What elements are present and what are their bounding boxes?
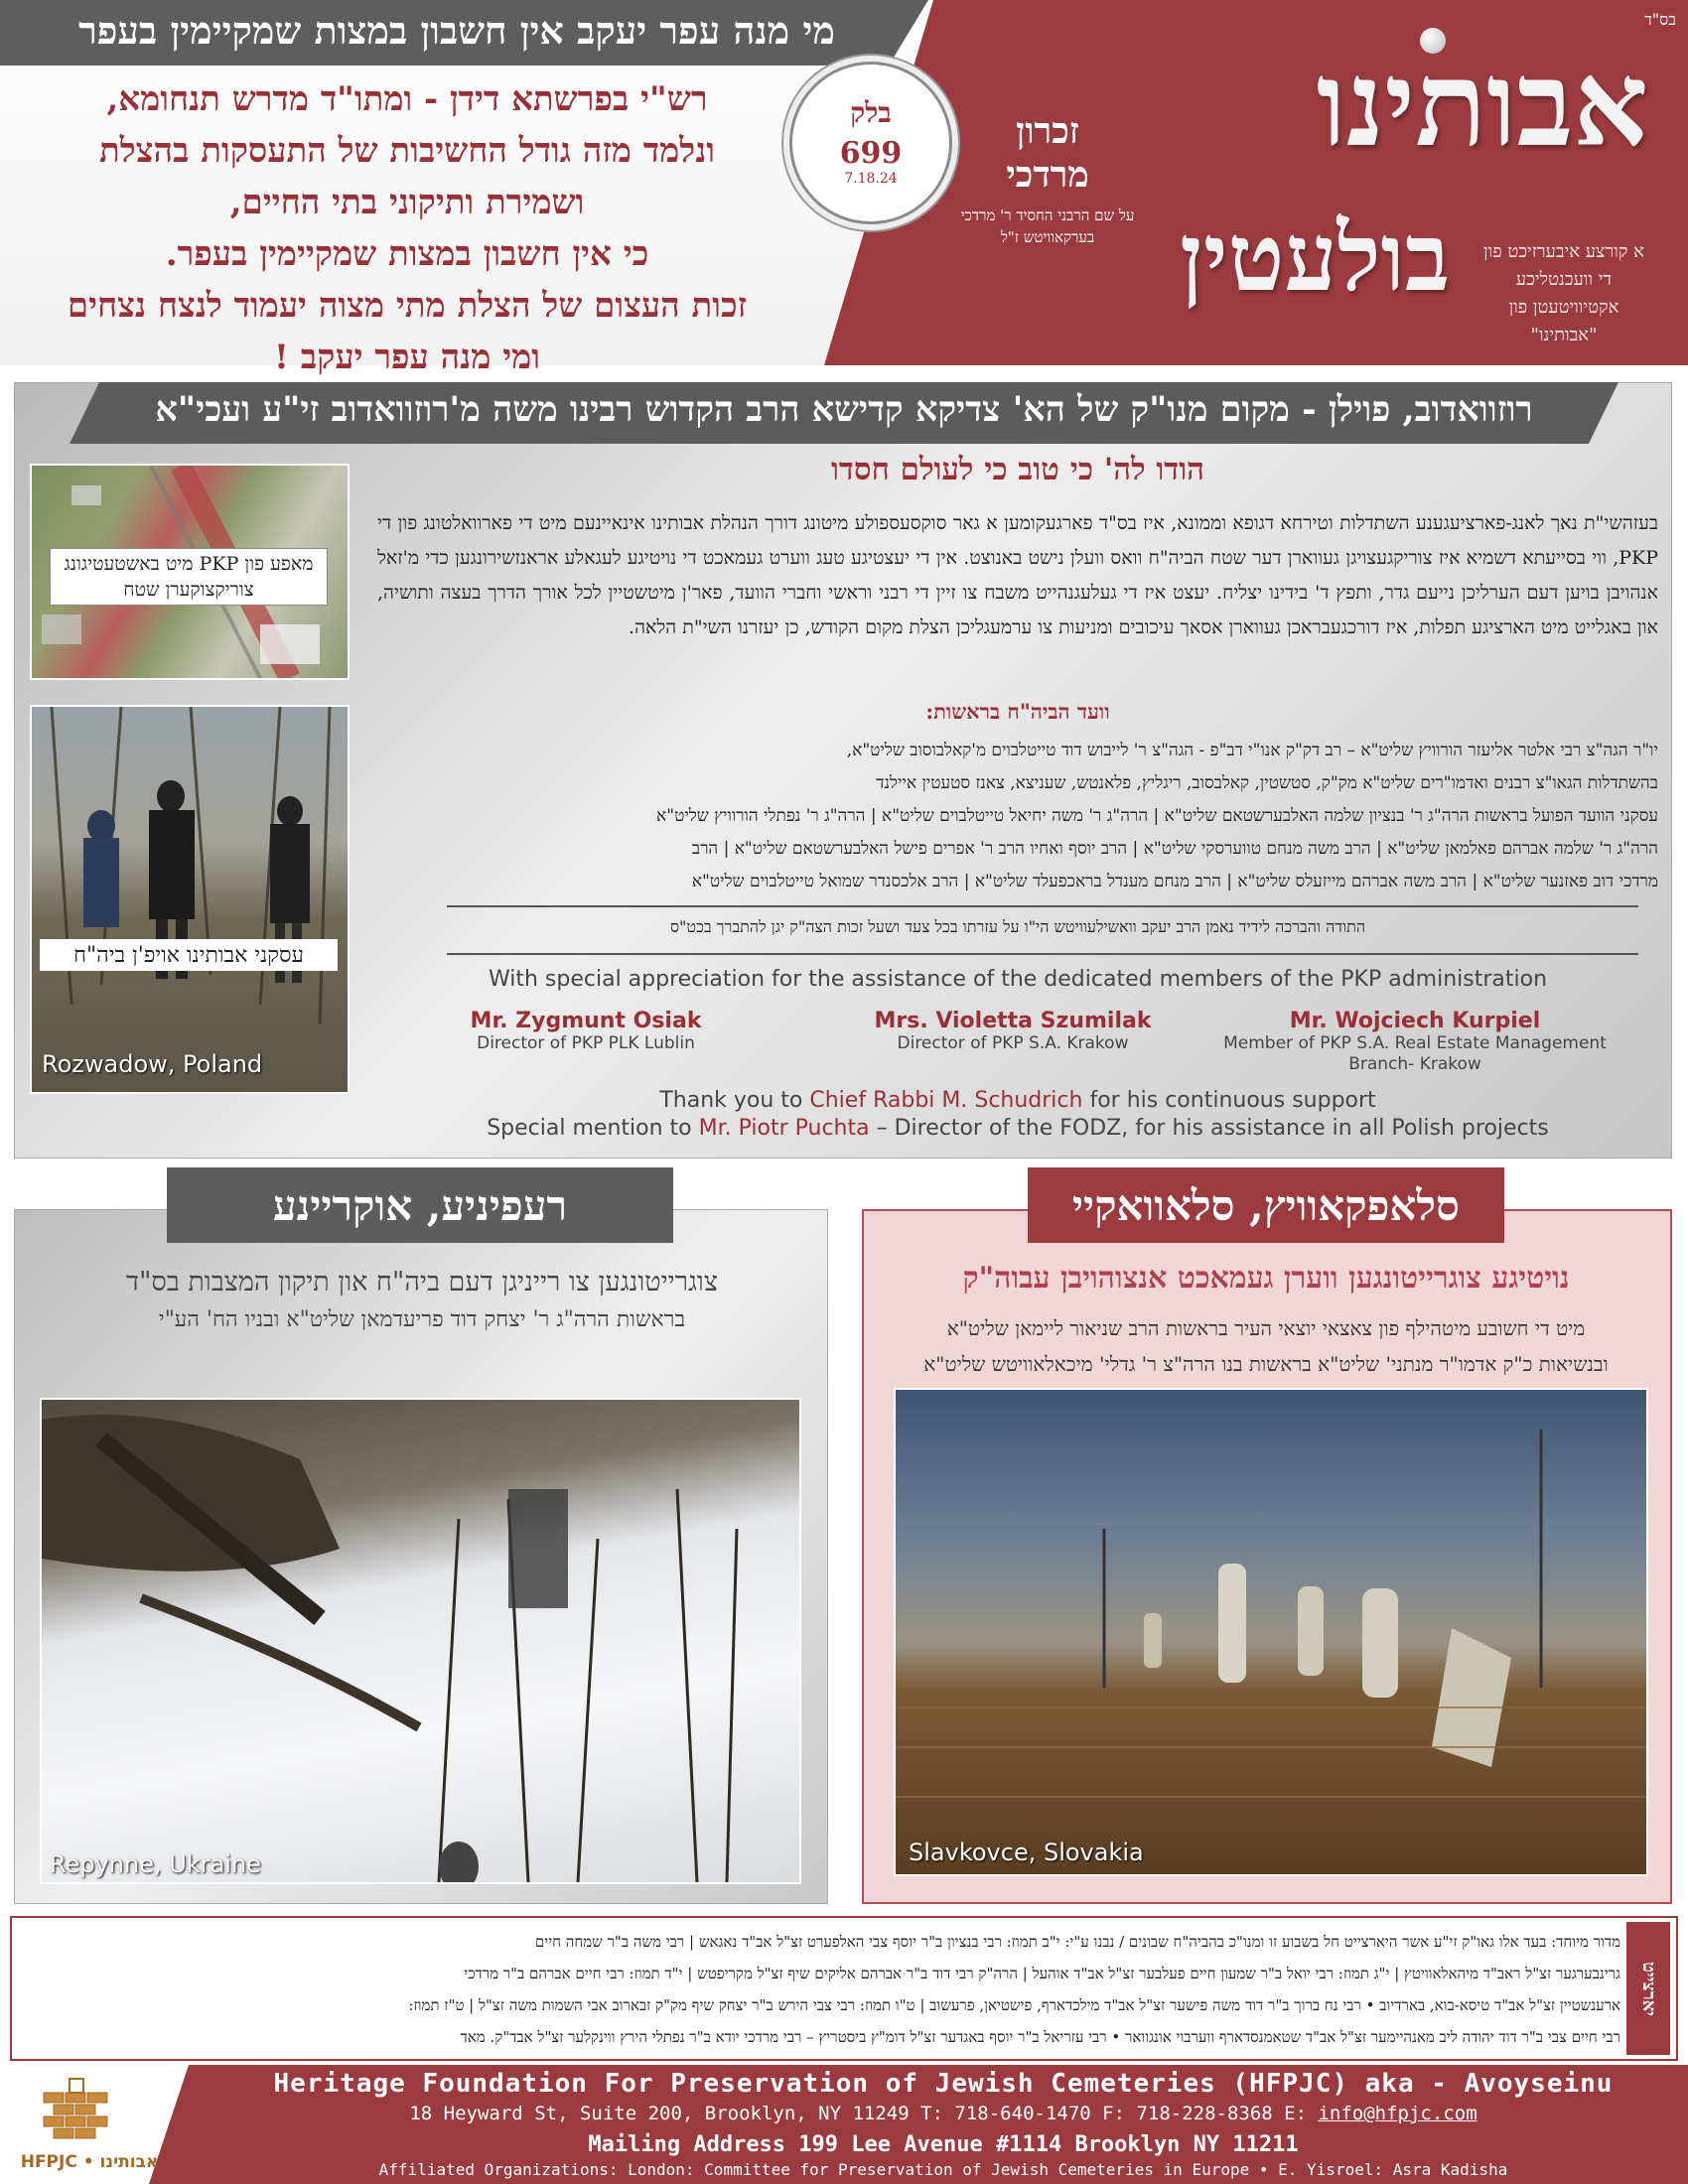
map-photo-label: מאפע פון PKP מיט באשטעטיגונג צוריקצוקערן שטח [50,548,328,606]
committee-line: מרדכי דוב פאזנער שליט"א | הרב משה אברהם מייזעלס שליט"א | הרב מנחם מענדל בראכפעלד שליט"א | הרב אלכסנדר שמואל טייטלבוים שליט"א [691,872,1658,891]
lead-line: ושמירת ותיקוני בתי החיים, [229,183,585,222]
slavkovce-sub-line: מיט די חשובע מיטהילף פון צאצאי יוצאי העיר בראשות הרב שניאור ליימאן שליט"א [946,1316,1586,1340]
cemetery-visit-label: עסקני אבותינו אויפ'ן ביה"ח [40,939,338,971]
person-name: Mr. Zygmunt Osiak [470,1009,702,1033]
memorial-title-line: מרדכי [1006,154,1089,196]
lead-text [40,73,774,383]
masthead-title: אבותינו [1316,35,1648,173]
cemetery-visit-photo [30,705,350,1094]
issue-date: 7.18.24 [844,171,898,187]
slavkovce-caption: Slavkovce, Slovakia [909,1839,1144,1866]
lead-line: ונלמד מזה גודל החשיבות של התעסקות בהצלת [99,131,715,171]
cemetery-visit-caption: Rozwadow, Poland [42,1050,263,1078]
issue-parsha-label: בלק [850,96,892,129]
person-role: Director of PKP S.A. Krakow [897,1033,1129,1053]
slavkovce-photo [894,1388,1648,1876]
divider [447,953,1638,955]
masthead-desc-line: אקטיוויטעטן פון [1508,297,1619,318]
repynne-photo-graphic [42,1400,799,1882]
lead-line: זכות העצום של הצלת מתי מצוה יעמוד לנצח נצחים [67,286,748,326]
committee-line: עסקני הוועד הפועל בראשות הרה"ג ר' בנציון שלמה האלבערשטאם שליט"א | הרה"ג ר' משה יחיאל טייטלבוים שליט"א | הרה"ג ר' נפתלי הורוויץ שליט"א [656,806,1658,826]
person-name: Mrs. Violetta Szumilak [874,1009,1152,1033]
footer-org-name: Heritage Foundation For Preservation of Jewish Cemeteries (HFPJC) aka - Avoyseinu [273,2069,1614,2099]
yahrzeit-line: גרינבערגער זצ"ל ראב"ד מיהאלאוויטץ | י"ג תמוז: רבי יואל ב"ר שמעון חיים פעלבער זצ"ל אב"ד אוהעל | הרה"ק רבי דוד ב"ר אברהם אליקים שיף זצ"ל מקריפטש | י"ד תמוז: רבי חיים אברהם ב"ר מרדכי [464,1965,1620,1982]
thanks-text: Special mention to [487,1116,699,1141]
committee-line: יו"ר הגה"צ רבי אלטר אליעזר הורוויץ שליט"א – רב דק"ק אנו"י דב"פ - הגה"צ ר' לייבוש דוד טייטלבוים מ'קאלבוסוב שליט"א, [846,741,1658,760]
thanks-text: Thank you to [659,1088,810,1113]
memorial-subtitle: על שם הרבני החסיד ר' מרדכי בערקאוויטש ז"ל [960,206,1135,246]
slavkovce-subtitle: נויטיגע צוגרייטונגען ווערן געמאכט אנצוהויבן עבוה"ק [962,1261,1570,1296]
thanks-text: for his continuous support [1082,1088,1376,1113]
committee-list [377,735,1658,898]
lead-line: ומי מנה עפר יעקב ! [274,338,540,377]
issue-number: 699 [839,136,903,171]
thanks-puchta [377,1116,1658,1141]
thanks-heading: הודו לה' כי טוב כי לעולם חסדו [831,452,1204,487]
memorial-title [943,109,1152,197]
main-article-title: רוזוואדוב, פוילן - מקום מנו"ק של הא' צדיקא קדישא הרב הקדוש רבינו משה מ'רוזוואדוב זי"ע ועכי"א [155,389,1533,430]
english-appreciation: With special appreciation for the assistance of the dedicated members of the PKP administration [488,967,1548,992]
repynne-subtitle-2: בראשות הרה"ג ר' יצחק דוד פריעדמאן שליט"א ובניו הח' הע"י [158,1307,686,1332]
thanks-name: Chief Rabbi M. Schudrich [809,1088,1083,1113]
thanks-text: – Director of the FODZ, for his assistance in all Polish projects [869,1116,1549,1141]
person-osiak [377,1009,794,1054]
person-name: Mr. Wojciech Kurpiel [1289,1009,1541,1033]
person-role: Member of PKP S.A. Real Estate Management Branch- Krakow [1223,1033,1607,1074]
repynne-caption: Repynne, Ukraine [50,1850,261,1878]
person-role: Director of PKP PLK Lublin [477,1033,695,1053]
yahrzeit-line: רבי חיים צבי ב"ר דוד יהודה ליב מאנהיימער זצ"ל אב"ד שטאמנסדארף ווערבוי אונגוואר • רבי עזריאל ב"ר יוסף באגדער זצ"ל דומ"ץ ביסטריץ – רבי מרדכי יודא ב"ר נפתלי הירץ ווינקלער זצ"ל אבד"ק. מאד [460,2028,1620,2046]
masthead-description [1460,238,1668,349]
masthead-subtitle: בולעטין [1180,204,1450,313]
repynne-subtitle: צוגרייטונגען צו רייניגן דעם ביה"ח און תיקון המצבות בס"ד [125,1267,718,1297]
issue-medal [789,62,952,224]
committee-line: בהשתדלות הגאו"צ רבנים ואדמו"רים שליט"א מק"ק, סטשטין, קאלבסוב, ריגליץ, פלאנטש, שעניצא, צאנז סטעטין איילנד [876,773,1658,793]
person-szumilak [804,1009,1221,1054]
masthead-desc-line: א קורצע איבערזיכט פון [1483,241,1644,262]
footer-address-text: 18 Heyward St, Suite 200, Brooklyn, NY 11249 T: 718-640-1470 F: 718-228-8368 E: [409,2103,1319,2124]
footer-address [218,2103,1668,2124]
main-paragraph: בעזהשי"ת נאך לאנג-פארציעגענע השתדלות וטירחא דגופא וממונא, איז בס"ד פארגעקומען א גאר סוקסעספולע מיטונג דורך הנהלת אבותינו אינאיינעם מיט די פארוואלטונג פון די PKP, ווי בסייעתא דשמיא איז צוריקגעצויגן געווארן דער שטח הביה"ח וואס וועלן נישט באנוצט. אין די יעצטיגע טעג ווערט געמאכט די נויטיגע לעגאלע אראנזשירונגען כדי מ'זאל אנהויבן בויען דעם הערליכן נייעם גדר, ותפץ ד' בידינו יצליח. יעצט איז די געלעגנהייט משבח צו זיין די רבני וראשי וחברי הוועד, פאר'ן מיטשטיין לכל אורך הדרך בעצה ותושיה, און באגלייט מיט הארציגע תפלות, איז דורכגעבראכן געווארן אסאך עיכובים ומניעות צו ערמעגליכן הצלת מקום הקודש, כן יעזרנו השי"ת הלאה. [377,512,1658,638]
lead-line: כי אין חשבון במצות שמקיימין בעפר. [165,234,649,274]
repynne-title: רעפיניע, אוקריינע [272,1181,568,1230]
memorial-dedication [943,109,1152,316]
person-kurpiel [1192,1009,1638,1075]
top-banner-text: מי מנה עפר יעקב אין חשבון במצות שמקיימין בעפר [78,8,835,53]
memorial-title-line: זכרון [1016,110,1079,152]
yahrzeit-line: ארענשטיין זצ"ל אב"ד טיסא-בוא, בארדיוב • רבי נח ברוך ב"ר דוד משה פישער זצ"ל אב"ד מילכדארף, פישטיאן, פרעשוב | ט"ו תמוז: רבי צבי הירש ב"ר יצחק שיף מק"ק זבארוב אבי השמות משה זצ"ל | ט"ז תמוז: [408,1996,1620,2014]
slavkovce-sub-line: ובנשיאות כ"ק אדמו"ר מנתני' שליט"א בראשות בנו הרה"צ ר' גדלי' מיכאלאוויטש שליט"א [923,1352,1609,1376]
masthead-desc-line: די וועכנטליכע [1515,269,1613,290]
slavkovce-title: סלאפקאוויץ, סלאוואקיי [1072,1181,1460,1230]
yahrzeit-line: מדור מיוחד: בעד אלו גאו"ק זי"ע אשר היארצייט חל בשבוע זו ומנו"כ בהביה"ח שבונים / נבנו ע"י: י"ב תמוז: רבי בנציון ב"ר יוסף צבי האלפערט זצ"ל אב"ד נאגאש | רבי משה ב"ר שמחה חיים [534,1933,1620,1951]
yahrzeit-list [22,1926,1620,2053]
slavkovce-photo-graphic [896,1390,1646,1874]
cemetery-visit-graphic [32,707,348,1092]
hfpjc-logo-icon [40,2075,113,2148]
committee-heading: וועד הביה"ח בראשות: [925,699,1110,724]
hfpjc-logo-text: HFPJC • אבותינו [20,2152,159,2172]
footer-email-link[interactable]: info@hfpjc.com [1318,2103,1477,2124]
bsd-mark: בס"ד [1644,10,1676,29]
footer-affiliates: Affiliated Organizations: London: Committee for Preservation of Jewish Cemeteries in Europe • E. Yisroel: Asra Kadisha [378,2160,1508,2179]
slavkovce-subtitle-2 [874,1310,1658,1382]
lead-line: רש"י בפרשתא דידן - ומתו"ד מדרש תנחומא, [106,79,708,119]
divider [447,905,1638,907]
masthead-desc-line: "אבותינו" [1530,325,1598,345]
committee-line: הרה"ג ר' שלמה אברהם פאלמאן שליט"א | הרב משה מנחם טווערסקי שליט"א | הרב יוסף ואחיו הרב ר' אפרים פישל האלבערשטאם שליט"א | הרב [691,839,1658,859]
yahrzeit-tab: יארצייט [1626,1922,1670,2055]
repynne-photo [40,1398,801,1884]
footer-mailing-address: Mailing Address 199 Lee Avenue #1114 Brooklyn NY 11211 [588,2132,1299,2157]
thanks-name: Mr. Piotr Puchta [698,1116,870,1141]
thanks-schudrich [377,1088,1658,1113]
gratitude-line: התודה והברכה לידיד נאמן הרב יעקב וואשילעוויטש הי"ו על עזרתו בכל צעד ושעל זכות הצה"ק יגן להתברך בכט"ס [669,917,1366,936]
